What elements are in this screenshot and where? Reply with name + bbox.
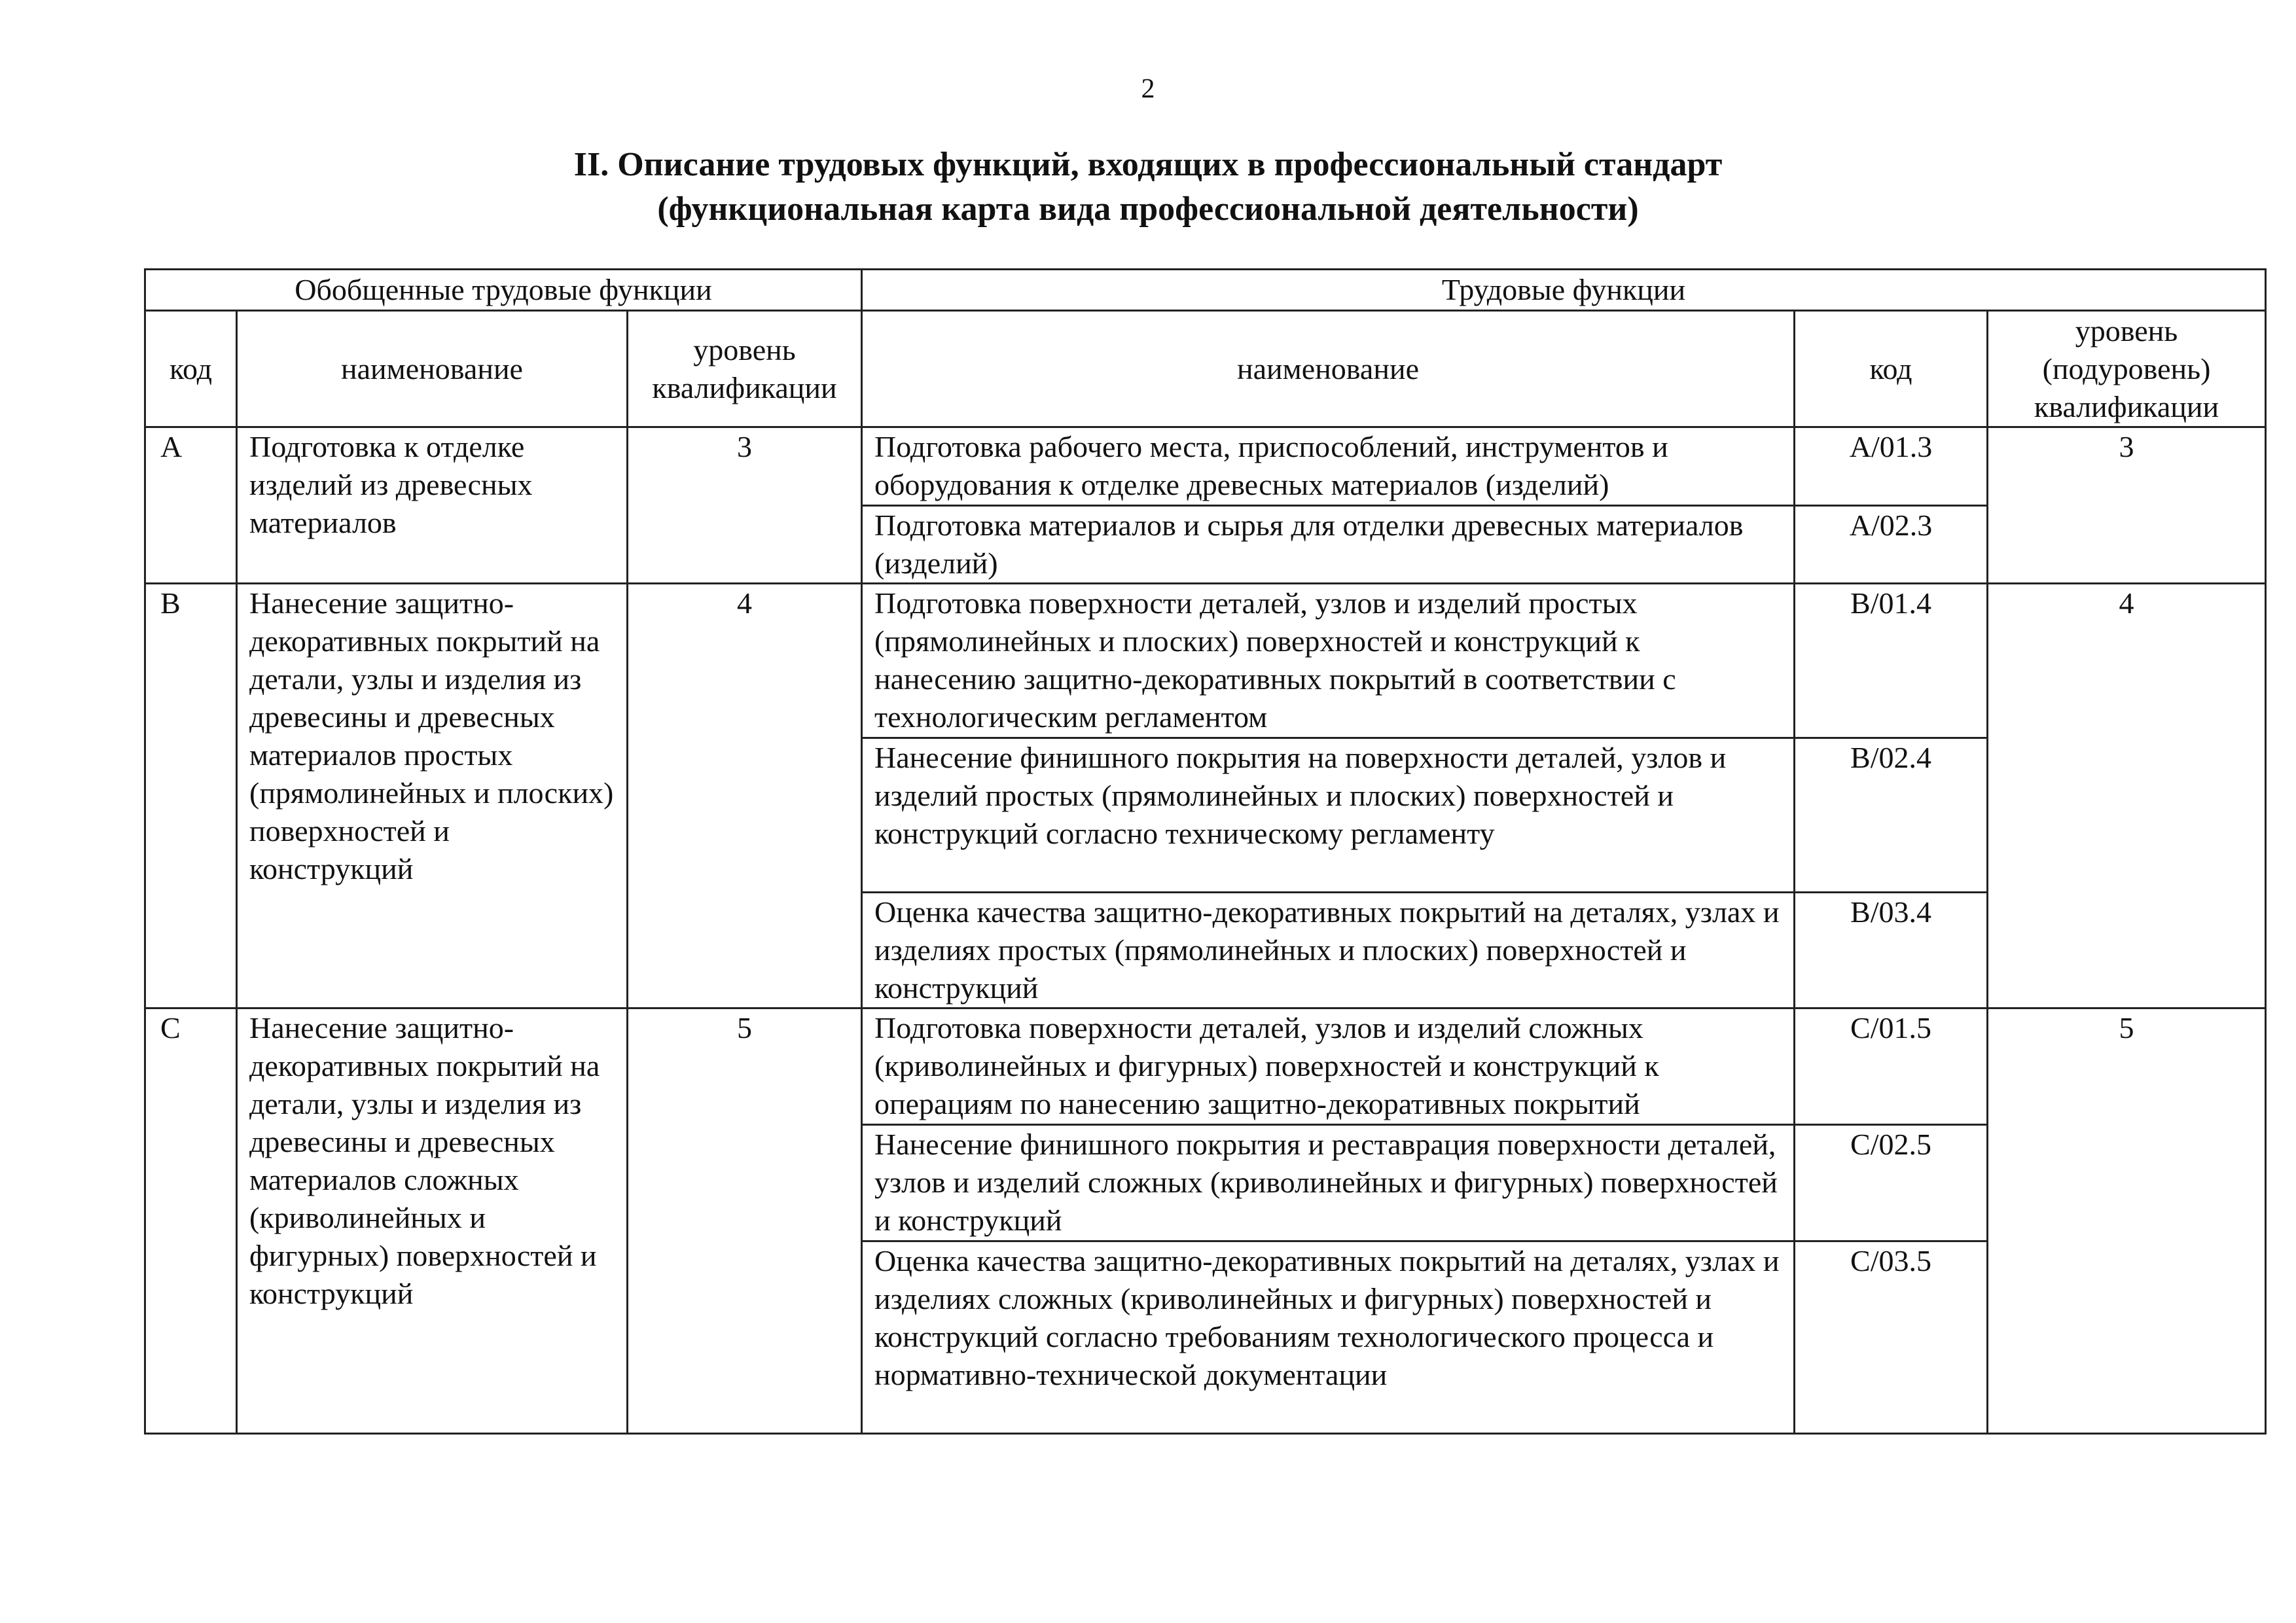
function-name: Нанесение финишного покрытия и реставрация поверхности деталей, узлов и изделий сложных (криволинейных и фигурных) поверхностей и конструкций [862,1125,1795,1241]
group-code: C [145,1008,237,1434]
function-name: Подготовка материалов и сырья для отделки древесных материалов (изделий) [862,506,1795,584]
table-column-header-row [145,311,2266,427]
page-number: 2 [1141,74,1155,104]
function-sublevel: 5 [1988,1008,2266,1434]
function-code: A/02.3 [1795,506,1988,584]
table-row [145,584,2266,738]
group-code: A [145,427,237,584]
table-row [145,1008,2266,1125]
function-sublevel: 3 [1988,427,2266,584]
header-gen-level: уровень квалификации [628,311,862,427]
header-func-name: наименование [862,311,1795,427]
table-row [145,427,2266,506]
function-code: B/01.4 [1795,584,1988,738]
function-code: C/01.5 [1795,1008,1988,1125]
header-gen-code: код [145,311,237,427]
group-level: 4 [628,584,862,1008]
functional-map-table [144,268,2267,1435]
generalized-functions-header: Обобщенные трудовые функции [145,270,862,311]
group-level: 3 [628,427,862,584]
group-level: 5 [628,1008,862,1434]
function-name: Оценка качества защитно-декоративных покрытий на деталях, узлах и изделиях простых (прямолинейных и плоских) поверхностей и конструкций [862,893,1795,1008]
group-code: B [145,584,237,1008]
page-title [0,143,2296,232]
function-name: Оценка качества защитно-декоративных покрытий на деталях, узлах и изделиях сложных (криволинейных и фигурных) поверхностей и конструкций согласно требованиям технологического процесса и нормативно-технической документации [862,1241,1795,1434]
function-code: B/03.4 [1795,893,1988,1008]
group-name: Нанесение защитно-декоративных покрытий на детали, узлы и изделия из древесины и древесных материалов сложных (криволинейных и фигурных) поверхностей и конструкций [237,1008,628,1434]
function-code: B/02.4 [1795,738,1988,893]
group-name: Нанесение защитно-декоративных покрытий на детали, узлы и изделия из древесины и древесных материалов простых (прямолинейных и плоских) поверхностей и конструкций [237,584,628,1008]
title-line-2: (функциональная карта вида профессиональной деятельности) [657,190,1639,228]
function-code: A/01.3 [1795,427,1988,506]
function-name: Нанесение финишного покрытия на поверхности деталей, узлов и изделий простых (прямолинейных и плоских) поверхностей и конструкций согласно техническому регламенту [862,738,1795,893]
function-code: C/02.5 [1795,1125,1988,1241]
function-code: C/03.5 [1795,1241,1988,1434]
header-func-code: код [1795,311,1988,427]
header-gen-name: наименование [237,311,628,427]
labor-functions-header: Трудовые функции [862,270,2266,311]
header-func-level: уровень (подуровень) квалификации [1988,311,2266,427]
function-name: Подготовка поверхности деталей, узлов и изделий сложных (криволинейных и фигурных) поверхностей и конструкций к операциям по нанесению защитно-декоративных покрытий [862,1008,1795,1125]
group-name: Подготовка к отделке изделий из древесных материалов [237,427,628,584]
function-name: Подготовка поверхности деталей, узлов и изделий простых (прямолинейных и плоских) поверхностей и конструкций к нанесению защитно-декоративных покрытий в соответствии с технологическим регламентом [862,584,1795,738]
function-name: Подготовка рабочего места, приспособлений, инструментов и оборудования к отделке древесных материалов (изделий) [862,427,1795,506]
title-line-1: II. Описание трудовых функций, входящих в профессиональный стандарт [573,146,1723,183]
table-group-header-row [145,270,2266,311]
function-sublevel: 4 [1988,584,2266,1008]
